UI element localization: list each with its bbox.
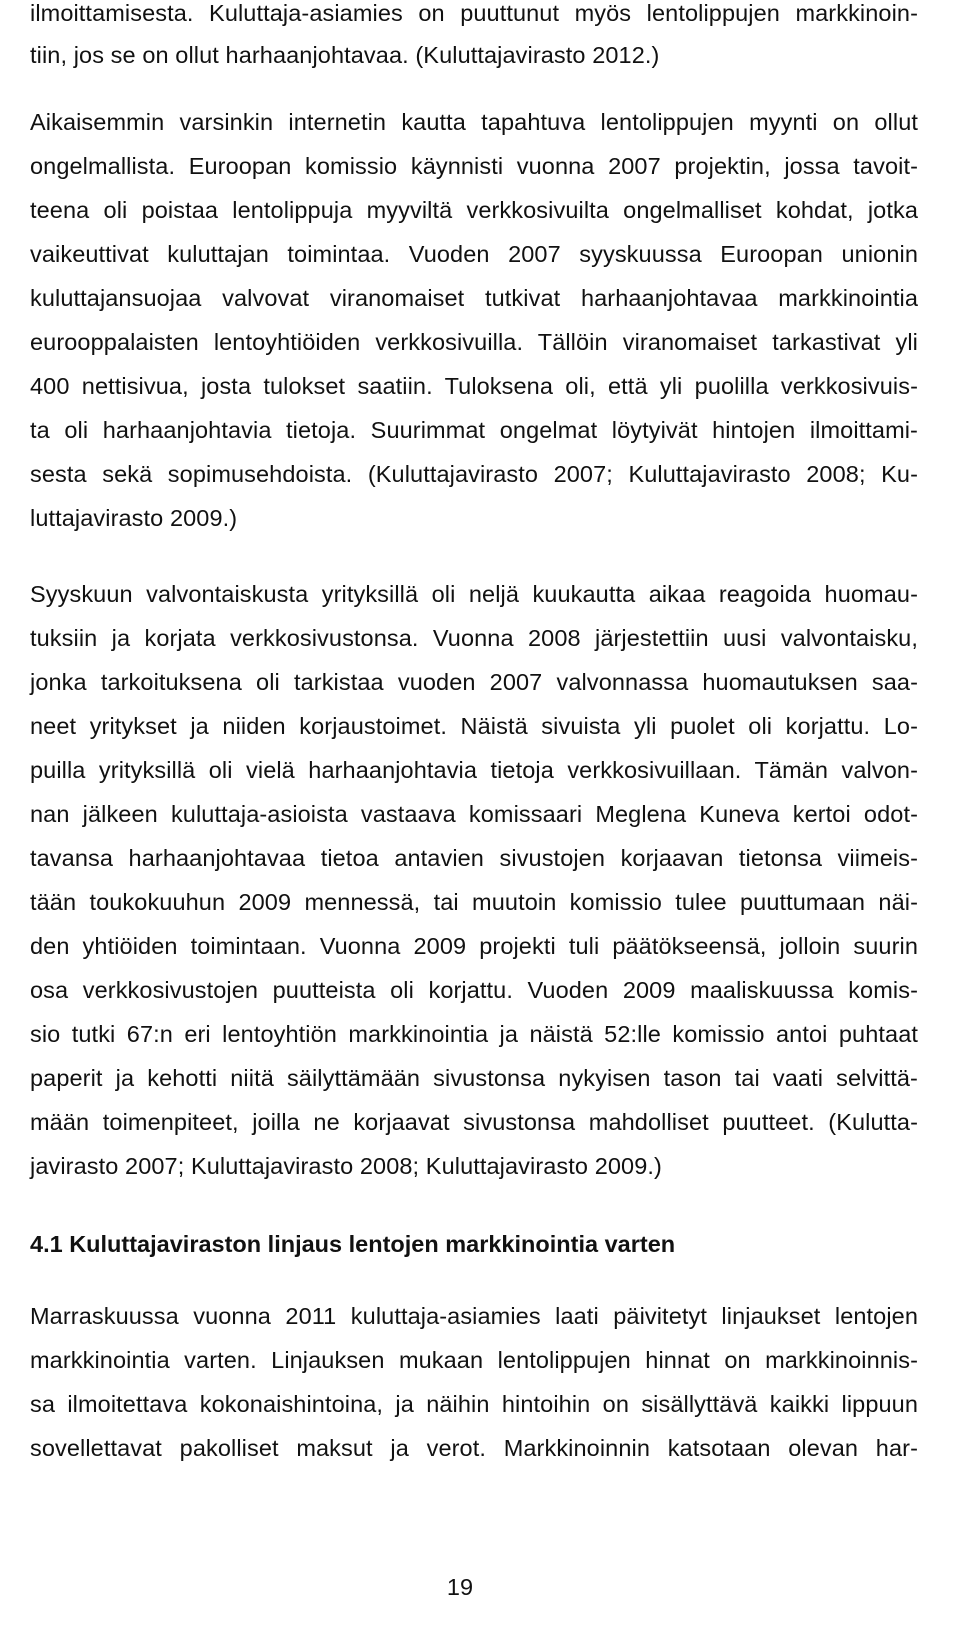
- paragraph-3-line-14: javirasto 2007; Kuluttajavirasto 2008; Kuluttajavirasto 2009.): [30, 1153, 662, 1179]
- paragraph-3-line-8: tään toukokuuhun 2009 mennessä, tai muutoin komissio tulee puuttumaan näi-: [30, 889, 918, 915]
- paragraph-3-line-6: nan jälkeen kuluttaja-asioista vastaava komissaari Meglena Kuneva kertoi odot-: [30, 801, 918, 827]
- paragraph-2-line-3: teena oli poistaa lentolippuja myyviltä verkkosivuilta ongelmalliset kohdat, jotka: [30, 197, 918, 223]
- paragraph-3-line-9: den yhtiöiden toimintaan. Vuonna 2009 projekti tuli päätökseensä, jolloin suurin: [30, 933, 918, 959]
- paragraph-3-line-3: jonka tarkoituksena oli tarkistaa vuoden 2007 valvonnassa huomautuksen saa-: [30, 669, 918, 695]
- paragraph-2-line-1: Aikaisemmin varsinkin internetin kautta tapahtuva lentolippujen myynti on ollut: [30, 109, 918, 135]
- paragraph-3-line-10: osa verkkosivustojen puutteista oli korjattu. Vuoden 2009 maaliskuussa komis-: [30, 977, 918, 1003]
- paragraph-3-line-4: neet yritykset ja niiden korjaustoimet. Näistä sivuista yli puolet oli korjattu. Lo-: [30, 713, 918, 739]
- paragraph-3-line-13: mään toimenpiteet, joilla ne korjaavat sivustonsa mahdolliset puutteet. (Kulutta-: [30, 1109, 918, 1135]
- paragraph-1-line-2: tiin, jos se on ollut harhaanjohtavaa. (Kuluttajavirasto 2012.): [30, 42, 660, 68]
- paragraph-2-line-4: vaikeuttivat kuluttajan toimintaa. Vuoden 2007 syyskuussa Euroopan unionin: [30, 241, 918, 267]
- paragraph-2-line-5: kuluttajansuojaa valvovat viranomaiset tutkivat harhaanjohtavaa markkinointia: [30, 285, 918, 311]
- paragraph-3-line-5: puilla yrityksillä oli vielä harhaanjohtavia tietoja verkkosivuillaan. Tämän valvon-: [30, 757, 918, 783]
- section-heading: 4.1 Kuluttajaviraston linjaus lentojen markkinointia varten: [30, 1231, 676, 1257]
- paragraph-4-line-4: sovellettavat pakolliset maksut ja verot. Markkinoinnin katsotaan olevan har-: [30, 1435, 918, 1461]
- paragraph-3-line-2: tuksiin ja korjata verkkosivustonsa. Vuonna 2008 järjestettiin uusi valvontaisku,: [30, 625, 918, 651]
- paragraph-3-line-1: Syyskuun valvontaiskusta yrityksillä oli neljä kuukautta aikaa reagoida huomau-: [30, 581, 918, 607]
- page-number: 19: [446, 1574, 474, 1600]
- paragraph-2-line-6: eurooppalaisten lentoyhtiöiden verkkosivuilla. Tällöin viranomaiset tarkastivat yli: [30, 329, 918, 355]
- paragraph-2-line-2: ongelmallista. Euroopan komissio käynnisti vuonna 2007 projektin, jossa tavoit-: [30, 153, 918, 179]
- paragraph-4-line-1: Marraskuussa vuonna 2011 kuluttaja-asiamies laati päivitetyt linjaukset lentojen: [30, 1303, 918, 1329]
- paragraph-3-line-12: paperit ja kehotti niitä säilyttämään sivustonsa nykyisen tason tai vaati selvittä-: [30, 1065, 918, 1091]
- paragraph-4-line-2: markkinointia varten. Linjauksen mukaan lentolippujen hinnat on markkinoinnis-: [30, 1347, 918, 1373]
- paragraph-2-line-8: ta oli harhaanjohtavia tietoja. Suurimmat ongelmat löytyivät hintojen ilmoittami-: [30, 417, 918, 443]
- paragraph-4-line-3: sa ilmoitettava kokonaishintoina, ja näihin hintoihin on sisällyttävä kaikki lippuun: [30, 1391, 918, 1417]
- paragraph-3-line-11: sio tutki 67:n eri lentoyhtiön markkinointia ja näistä 52:lle komissio antoi puhtaat: [30, 1021, 918, 1047]
- paragraph-1-line-1: ilmoittamisesta. Kuluttaja-asiamies on puuttunut myös lentolippujen markkinoin-: [30, 0, 918, 26]
- paragraph-2-line-7: 400 nettisivua, josta tulokset saatiin. Tuloksena oli, että yli puolilla verkkosivuis-: [30, 373, 918, 399]
- paragraph-3-line-7: tavansa harhaanjohtavaa tietoa antavien sivustojen korjaavan tietonsa viimeis-: [30, 845, 918, 871]
- paragraph-2-line-10: luttajavirasto 2009.): [30, 505, 238, 531]
- paragraph-2-line-9: sesta sekä sopimusehdoista. (Kuluttajavirasto 2007; Kuluttajavirasto 2008; Ku-: [30, 461, 918, 487]
